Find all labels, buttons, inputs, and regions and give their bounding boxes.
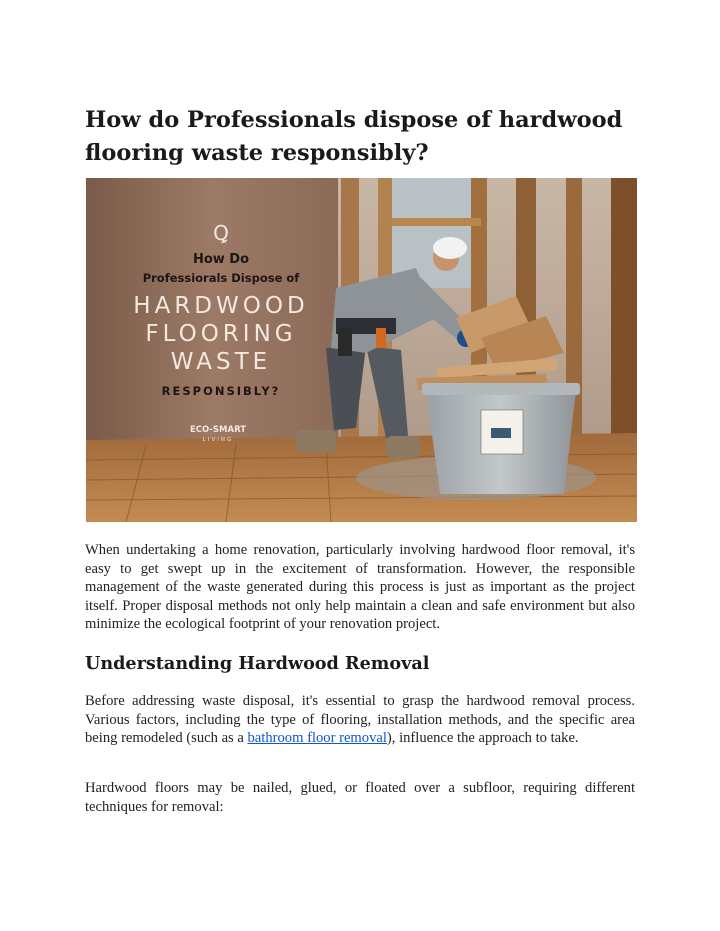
hero-line-6: RESPONSIBLY? [161, 384, 281, 398]
hero-line-1: How Do [192, 252, 250, 267]
bathroom-floor-removal-link[interactable]: bathroom floor removal [247, 730, 387, 747]
paragraph-floor-types: Hardwood floors may be nailed, glued, or floated over a subfloor, requiring different techniques for removal: [85, 780, 635, 815]
hero-brand: ECO-SMART [189, 425, 247, 435]
paragraph-removal-process [85, 692, 635, 748]
hero-image [86, 178, 637, 522]
hero-line-3: HARDWOOD [133, 293, 309, 319]
article-title: How do Professionals dispose of hardwood flooring waste responsibly? [85, 107, 623, 166]
hero-line-5: WASTE [170, 349, 272, 375]
section-heading: Understanding Hardwood Removal [85, 653, 430, 674]
hero-brand-sub: LIVING [202, 437, 234, 443]
intro-paragraph: When undertaking a home renovation, particularly involving hardwood floor removal, it's easy to get swept up in the excitement of transformation. However, the responsible management of the waste generated during this process is just as important as the project itself. Proper disposal methods not only help maintain a clean and safe environment but also minimize the ecological footprint of your renovation project. [85, 542, 635, 633]
paragraph-text: Before addressing waste disposal, it's essential to grasp the hardwood removal process. Various factors, including the type of flooring, installation methods, and the specific area being remodeled (such as a [85, 693, 635, 747]
hero-line-4: FLOORING [145, 321, 297, 347]
paragraph-text: ), influence the approach to take. [386, 730, 579, 747]
hero-line-2: Professiorals Dispose of [142, 271, 300, 285]
brand-logo-icon: Ꝗ [213, 221, 229, 245]
